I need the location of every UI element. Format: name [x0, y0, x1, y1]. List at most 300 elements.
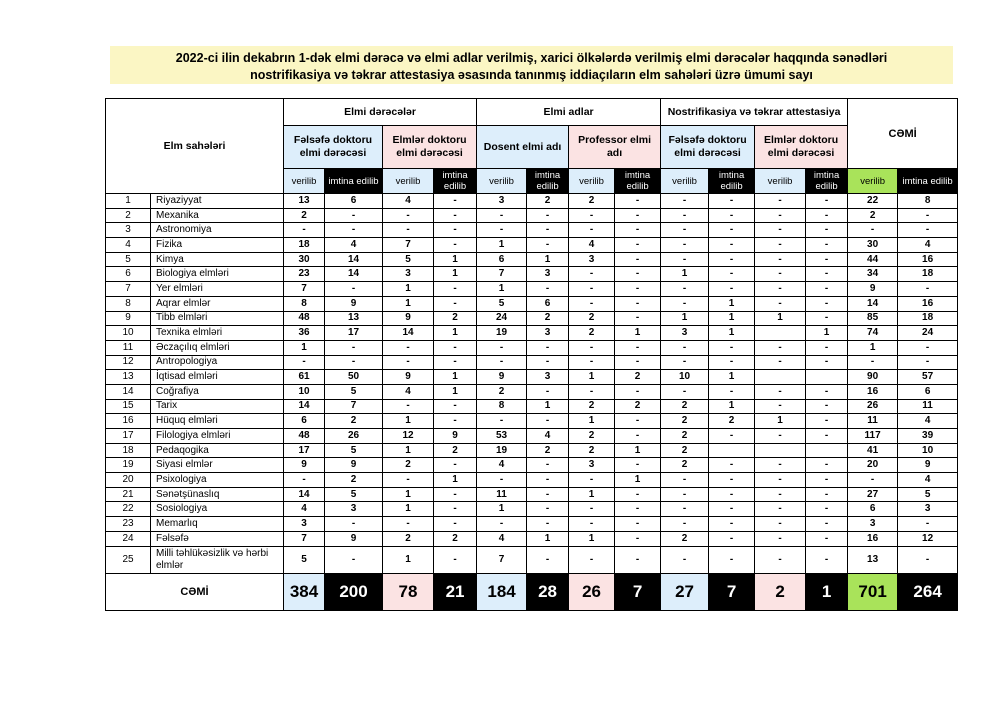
row-value: 4 — [898, 238, 958, 253]
row-value: - — [898, 208, 958, 223]
row-number: 22 — [106, 502, 151, 517]
table-row — [106, 399, 958, 414]
row-value: 1 — [383, 443, 434, 458]
row-value: 2 — [383, 458, 434, 473]
row-value: 3 — [848, 517, 898, 532]
row-value — [709, 443, 755, 458]
table-row — [106, 531, 958, 546]
row-field-name: Pedaqogika — [151, 443, 284, 458]
row-value: 1 — [383, 502, 434, 517]
row-value: 1 — [383, 487, 434, 502]
row-value: - — [755, 502, 806, 517]
row-value: 1 — [709, 296, 755, 311]
totals-row — [106, 573, 958, 610]
row-value: 1 — [615, 326, 661, 341]
row-number: 4 — [106, 238, 151, 253]
row-value: - — [755, 473, 806, 488]
table-row — [106, 384, 958, 399]
row-value: - — [325, 355, 383, 370]
table-row — [106, 208, 958, 223]
row-value: - — [527, 414, 569, 429]
row-value: 2 — [434, 311, 477, 326]
row-value: - — [806, 517, 848, 532]
row-value: - — [527, 223, 569, 238]
row-value: 2 — [661, 414, 709, 429]
row-value: 1 — [569, 414, 615, 429]
row-value: - — [569, 296, 615, 311]
row-value: - — [527, 502, 569, 517]
row-value: - — [527, 208, 569, 223]
row-value: 85 — [848, 311, 898, 326]
row-value: - — [755, 194, 806, 209]
row-value: - — [898, 340, 958, 355]
row-value: - — [615, 252, 661, 267]
row-value: - — [709, 531, 755, 546]
statistics-table — [105, 98, 958, 611]
table-row — [106, 194, 958, 209]
row-value: 1 — [755, 414, 806, 429]
table-row — [106, 355, 958, 370]
row-value: 3 — [527, 370, 569, 385]
row-value: - — [755, 282, 806, 297]
row-value: 2 — [661, 443, 709, 458]
row-value: 1 — [709, 370, 755, 385]
row-value: 18 — [898, 267, 958, 282]
row-value: 1 — [527, 399, 569, 414]
row-value: 2 — [615, 370, 661, 385]
row-value: 6 — [477, 252, 527, 267]
row-value: 2 — [527, 194, 569, 209]
row-value: 9 — [284, 458, 325, 473]
row-value: 4 — [383, 194, 434, 209]
row-value: - — [806, 502, 848, 517]
row-value: - — [383, 355, 434, 370]
row-field-name: Kimya — [151, 252, 284, 267]
row-value: 2 — [284, 208, 325, 223]
row-value: - — [615, 458, 661, 473]
title-line-2: nostrifikasiya və təkrar attestasiya əsasında tanınmış iddiaçıların elm sahələri üzrə ümumi sayı — [250, 68, 813, 82]
header-felsefe-1: Fəlsəfə doktoru elmi dərəcəsi — [284, 126, 383, 169]
row-value: 1 — [615, 473, 661, 488]
table-row — [106, 473, 958, 488]
totals-label: CƏMİ — [106, 573, 284, 610]
table-row — [106, 414, 958, 429]
row-value: 5 — [284, 546, 325, 573]
row-value: - — [709, 429, 755, 444]
row-value: - — [806, 414, 848, 429]
row-field-name: Tibb elmləri — [151, 311, 284, 326]
row-value: 2 — [477, 384, 527, 399]
row-value: - — [615, 267, 661, 282]
row-value: 4 — [898, 473, 958, 488]
row-number: 17 — [106, 429, 151, 444]
table-row — [106, 340, 958, 355]
row-value: - — [434, 487, 477, 502]
row-value: 1 — [569, 370, 615, 385]
row-value: - — [569, 282, 615, 297]
row-value: 9 — [434, 429, 477, 444]
row-value: 36 — [284, 326, 325, 341]
row-value: - — [709, 194, 755, 209]
row-value: - — [569, 546, 615, 573]
row-value: - — [434, 458, 477, 473]
row-number: 15 — [106, 399, 151, 414]
row-value: 2 — [661, 531, 709, 546]
row-value: - — [434, 355, 477, 370]
row-number: 13 — [106, 370, 151, 385]
row-number: 10 — [106, 326, 151, 341]
row-value: 1 — [383, 296, 434, 311]
row-value: 2 — [383, 531, 434, 546]
row-value: - — [615, 546, 661, 573]
row-value: 2 — [615, 399, 661, 414]
row-value: - — [527, 340, 569, 355]
row-value: - — [615, 238, 661, 253]
row-value: 12 — [383, 429, 434, 444]
row-value: 1 — [383, 414, 434, 429]
row-value: - — [615, 429, 661, 444]
header-professor: Professor elmi adı — [569, 126, 661, 169]
row-value: - — [898, 355, 958, 370]
total-value: 200 — [325, 573, 383, 610]
row-value: - — [284, 223, 325, 238]
page-title — [110, 46, 953, 84]
total-value: 184 — [477, 573, 527, 610]
row-value: - — [661, 517, 709, 532]
row-value: - — [806, 296, 848, 311]
row-value: 4 — [898, 414, 958, 429]
row-value: - — [898, 517, 958, 532]
subheader-imtina-edilib: imtina edilib — [325, 169, 383, 194]
row-field-name: İqtisad elmləri — [151, 370, 284, 385]
row-field-name: Biologiya elmləri — [151, 267, 284, 282]
row-value: - — [709, 282, 755, 297]
row-value: - — [434, 194, 477, 209]
header-cemi: CƏMİ — [848, 99, 958, 169]
total-value: 701 — [848, 573, 898, 610]
row-value: - — [284, 355, 325, 370]
row-number: 11 — [106, 340, 151, 355]
row-value: 1 — [383, 282, 434, 297]
row-value: - — [806, 282, 848, 297]
row-value: 2 — [569, 326, 615, 341]
table-row — [106, 546, 958, 573]
row-value: 2 — [661, 458, 709, 473]
row-value: - — [755, 223, 806, 238]
row-value: 12 — [898, 531, 958, 546]
row-field-name: Psixologiya — [151, 473, 284, 488]
row-field-name: Astronomiya — [151, 223, 284, 238]
header-elmi-adlar: Elmi adlar — [477, 99, 661, 126]
row-number: 1 — [106, 194, 151, 209]
row-field-name: Sosiologiya — [151, 502, 284, 517]
header-nostrifikasiya: Nostrifikasiya və təkrar attestasiya — [661, 99, 848, 126]
row-field-name: Filologiya elmləri — [151, 429, 284, 444]
row-value: - — [383, 340, 434, 355]
table-row — [106, 238, 958, 253]
row-field-name: Coğrafiya — [151, 384, 284, 399]
row-value: 3 — [477, 194, 527, 209]
row-number: 2 — [106, 208, 151, 223]
row-value: - — [383, 473, 434, 488]
row-value: - — [755, 458, 806, 473]
row-value: - — [898, 282, 958, 297]
row-value: - — [709, 473, 755, 488]
row-value: - — [709, 238, 755, 253]
row-value: - — [615, 223, 661, 238]
table-row — [106, 443, 958, 458]
row-value: 6 — [325, 194, 383, 209]
row-value: - — [755, 399, 806, 414]
row-value: - — [527, 546, 569, 573]
row-value: - — [806, 267, 848, 282]
row-value: 13 — [325, 311, 383, 326]
row-value: - — [709, 208, 755, 223]
total-value: 26 — [569, 573, 615, 610]
row-value: - — [527, 384, 569, 399]
row-value: 13 — [848, 546, 898, 573]
table-body — [106, 194, 958, 611]
total-value: 7 — [615, 573, 661, 610]
row-value: - — [434, 546, 477, 573]
row-field-name: Riyaziyyat — [151, 194, 284, 209]
row-value: - — [383, 399, 434, 414]
row-value: 9 — [383, 311, 434, 326]
row-value: - — [709, 487, 755, 502]
row-field-name: Siyasi elmlər — [151, 458, 284, 473]
row-value: 3 — [284, 517, 325, 532]
table-row — [106, 223, 958, 238]
row-value: - — [755, 296, 806, 311]
row-value: - — [661, 223, 709, 238]
row-value: 30 — [848, 238, 898, 253]
table-row — [106, 502, 958, 517]
header-dosent: Dosent elmi adı — [477, 126, 569, 169]
row-value: 1 — [661, 311, 709, 326]
row-value: 90 — [848, 370, 898, 385]
row-field-name: Texnika elmləri — [151, 326, 284, 341]
row-value: 41 — [848, 443, 898, 458]
row-value: - — [806, 399, 848, 414]
row-value: - — [661, 384, 709, 399]
row-value: 16 — [898, 252, 958, 267]
row-value: 1 — [806, 326, 848, 341]
row-value: 9 — [325, 296, 383, 311]
row-value: - — [848, 473, 898, 488]
row-value: 5 — [383, 252, 434, 267]
row-value: - — [615, 208, 661, 223]
row-value: 1 — [477, 282, 527, 297]
row-value: - — [615, 282, 661, 297]
table-row — [106, 252, 958, 267]
row-value: 1 — [434, 326, 477, 341]
row-value: 4 — [383, 384, 434, 399]
row-value: 1 — [434, 370, 477, 385]
row-field-name: Əczaçılıq elmləri — [151, 340, 284, 355]
row-field-name: Fəlsəfə — [151, 531, 284, 546]
row-value: - — [615, 502, 661, 517]
row-value: 24 — [898, 326, 958, 341]
title-line-1: 2022-ci ilin dekabrın 1-dək elmi dərəcə və elmi adlar verilmiş, xarici ölkələrdə verilmiş elmi dərəcələr haqqında sənədləri — [175, 51, 888, 65]
total-value: 21 — [434, 573, 477, 610]
row-value: - — [527, 517, 569, 532]
row-value: - — [477, 208, 527, 223]
row-value: 2 — [569, 429, 615, 444]
row-value: 1 — [284, 340, 325, 355]
row-number: 5 — [106, 252, 151, 267]
subheader-imtina-edilib: imtina edilib — [898, 169, 958, 194]
row-value: 2 — [569, 311, 615, 326]
row-value: 10 — [661, 370, 709, 385]
row-value: 2 — [569, 399, 615, 414]
row-value: - — [615, 296, 661, 311]
row-value: 7 — [284, 531, 325, 546]
row-value: 1 — [527, 531, 569, 546]
row-value: 6 — [527, 296, 569, 311]
row-value: - — [806, 429, 848, 444]
row-value: - — [755, 355, 806, 370]
row-value: - — [325, 208, 383, 223]
row-value: 44 — [848, 252, 898, 267]
row-value: - — [527, 238, 569, 253]
row-value: - — [325, 282, 383, 297]
row-value: - — [709, 384, 755, 399]
row-value: - — [755, 208, 806, 223]
row-value: 3 — [898, 502, 958, 517]
row-value: 34 — [848, 267, 898, 282]
row-value: 2 — [661, 399, 709, 414]
row-value: - — [806, 340, 848, 355]
row-value: 39 — [898, 429, 958, 444]
row-value: - — [806, 208, 848, 223]
row-value: 3 — [569, 458, 615, 473]
row-value: - — [569, 517, 615, 532]
row-value — [806, 443, 848, 458]
row-value: 2 — [325, 414, 383, 429]
row-value: - — [806, 311, 848, 326]
row-value: - — [569, 208, 615, 223]
row-number: 25 — [106, 546, 151, 573]
row-number: 12 — [106, 355, 151, 370]
row-value: 4 — [477, 531, 527, 546]
row-value: 3 — [383, 267, 434, 282]
subheader-verilib: verilib — [383, 169, 434, 194]
row-value: - — [661, 355, 709, 370]
row-value: 7 — [477, 546, 527, 573]
row-value: 5 — [325, 384, 383, 399]
row-value: 10 — [284, 384, 325, 399]
row-field-name: Yer elmləri — [151, 282, 284, 297]
row-value: - — [569, 502, 615, 517]
row-value: 4 — [477, 458, 527, 473]
row-value: - — [434, 282, 477, 297]
row-number: 3 — [106, 223, 151, 238]
row-value: 2 — [569, 194, 615, 209]
row-value: 17 — [325, 326, 383, 341]
row-value: 6 — [898, 384, 958, 399]
row-value: - — [527, 355, 569, 370]
row-value: 2 — [527, 443, 569, 458]
row-value: - — [325, 517, 383, 532]
row-value: 1 — [477, 238, 527, 253]
row-value: 2 — [569, 443, 615, 458]
row-value: - — [806, 487, 848, 502]
row-value: - — [709, 517, 755, 532]
row-value: 20 — [848, 458, 898, 473]
row-value: - — [755, 546, 806, 573]
row-value: 9 — [325, 531, 383, 546]
row-value: 1 — [848, 340, 898, 355]
row-value: 5 — [898, 487, 958, 502]
subheader-verilib: verilib — [661, 169, 709, 194]
row-value: - — [661, 252, 709, 267]
total-value: 78 — [383, 573, 434, 610]
row-value: 9 — [898, 458, 958, 473]
row-value: 61 — [284, 370, 325, 385]
row-value: - — [806, 223, 848, 238]
table-row — [106, 517, 958, 532]
row-number: 8 — [106, 296, 151, 311]
row-number: 20 — [106, 473, 151, 488]
row-value: - — [325, 223, 383, 238]
table-row — [106, 370, 958, 385]
row-value: 3 — [661, 326, 709, 341]
row-number: 6 — [106, 267, 151, 282]
row-value: 1 — [615, 443, 661, 458]
subheader-verilib: verilib — [755, 169, 806, 194]
row-value: 4 — [569, 238, 615, 253]
row-field-name: Mexanika — [151, 208, 284, 223]
row-value: - — [434, 399, 477, 414]
row-value: 2 — [434, 531, 477, 546]
total-value: 27 — [661, 573, 709, 610]
row-value: - — [434, 223, 477, 238]
row-value: 14 — [325, 252, 383, 267]
row-value: - — [806, 473, 848, 488]
row-value: 5 — [325, 487, 383, 502]
row-value: 57 — [898, 370, 958, 385]
row-value: - — [755, 384, 806, 399]
row-value: 2 — [709, 414, 755, 429]
row-value: 8 — [477, 399, 527, 414]
row-value: 13 — [284, 194, 325, 209]
row-value: - — [755, 517, 806, 532]
table-row — [106, 267, 958, 282]
total-value: 2 — [755, 573, 806, 610]
total-value: 28 — [527, 573, 569, 610]
row-value: 19 — [477, 326, 527, 341]
table-row — [106, 429, 958, 444]
table-row — [106, 487, 958, 502]
row-value: 3 — [325, 502, 383, 517]
row-value: 2 — [325, 473, 383, 488]
row-value: 3 — [569, 252, 615, 267]
row-value: - — [615, 487, 661, 502]
row-value: - — [848, 355, 898, 370]
row-value: - — [709, 340, 755, 355]
header-elmler-2: Elmlər doktoru elmi dərəcəsi — [755, 126, 848, 169]
row-value: - — [661, 340, 709, 355]
row-value: - — [434, 502, 477, 517]
row-value: - — [709, 223, 755, 238]
row-value: - — [615, 311, 661, 326]
row-value: - — [527, 487, 569, 502]
row-field-name: Fizika — [151, 238, 284, 253]
row-number: 7 — [106, 282, 151, 297]
row-value: - — [615, 340, 661, 355]
row-value: 1 — [661, 267, 709, 282]
row-field-name: Tarix — [151, 399, 284, 414]
